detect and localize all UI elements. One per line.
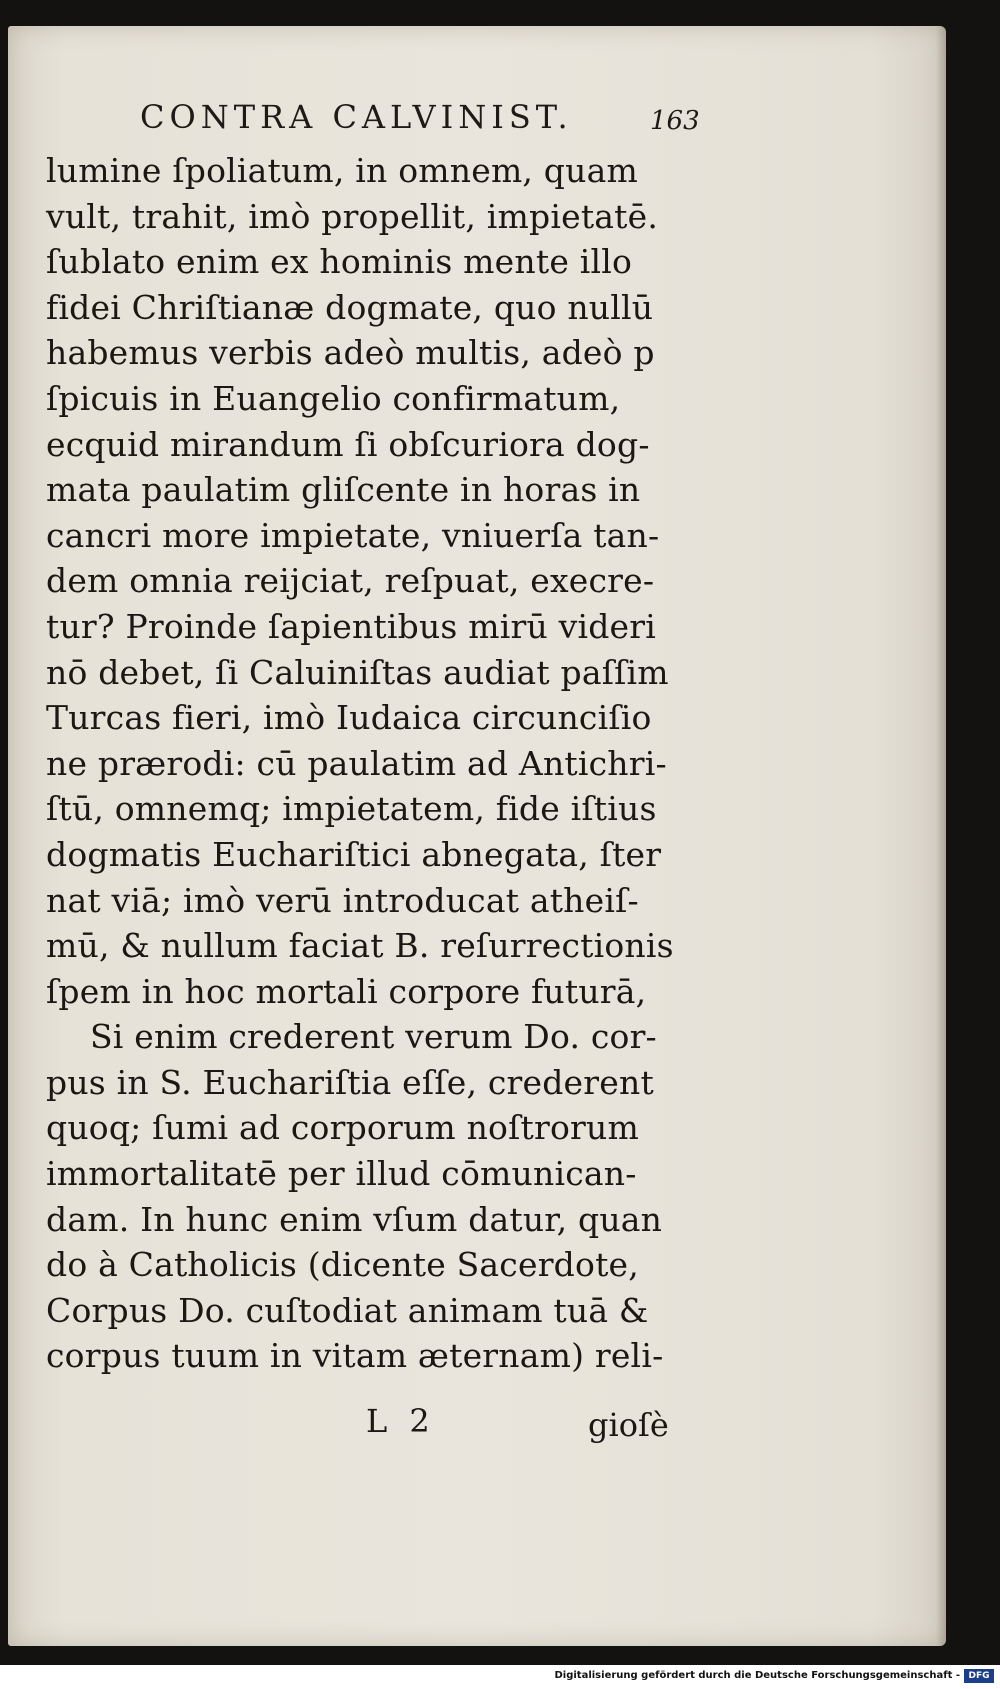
text-line: cancri more impietate, vniuerſa tan- xyxy=(46,515,660,555)
page-number: 163 xyxy=(650,106,700,136)
text-line: habemus verbis adeò multis, adeò p xyxy=(46,333,655,373)
text-line: ſtū, omnemq; impietatem, fide iſtius xyxy=(46,789,657,829)
catchword: gioſè xyxy=(588,1406,669,1444)
running-head: CONTRA CALVINIST. xyxy=(140,98,573,136)
text-line: ſublato enim ex hominis mente illo xyxy=(46,242,633,282)
text-line: lumine ſpoliatum, in omnem, quam xyxy=(46,151,638,190)
text-line: quoq; ſumi ad corporum noſtrorum xyxy=(46,1108,639,1148)
page-edge-shadow xyxy=(936,26,946,1646)
digitization-footer xyxy=(0,1665,1000,1689)
paragraph-start-line: Si enim crederent verum Do. cor- xyxy=(90,1017,657,1057)
footer-credit: Digitalisierung gefördert durch die Deutsche Forschungsgemeinschaft - xyxy=(554,1670,960,1681)
text-line: tur? Proinde ſapientibus mirū videri xyxy=(46,606,656,646)
text-line: Corpus Do. cuſtodiat animam tuā & xyxy=(46,1290,649,1330)
text-line: dam. In hunc enim vſum datur, quan xyxy=(46,1199,663,1239)
text-line: do à Catholicis (dicente Sacerdote, xyxy=(46,1245,639,1285)
text-line: ecquid mirandum ſi obſcuriora dog- xyxy=(46,424,650,464)
text-line: fidei Chriſtianæ dogmate, quo nullū xyxy=(46,287,654,327)
text-line: dem omnia reijciat, reſpuat, execre- xyxy=(46,561,655,601)
text-line: mata paulatim gliſcente in horas in xyxy=(46,470,641,510)
text-line: ſpem in hoc mortali corpore futurā, xyxy=(46,971,647,1011)
text-line: mū, & nullum faciat B. reſurrectionis xyxy=(46,926,674,966)
text-line: dogmatis Euchariſtici abnegata, ſter xyxy=(46,834,662,874)
text-line: ne prærodi: cū paulatim ad Antichri- xyxy=(46,743,667,783)
dfg-logo: DFG xyxy=(964,1669,994,1683)
signature-mark: L 2 xyxy=(366,1402,436,1440)
text-line: vult, trahit, imò propellit, impietatē. xyxy=(46,196,659,236)
text-line: nō debet, ſi Caluiniſtas audiat paſſim xyxy=(46,652,669,692)
text-line: nat viā; imò verū introducat atheiſ- xyxy=(46,880,639,920)
text-line: pus in S. Euchariſtia eſſe, crederent xyxy=(46,1062,654,1102)
text-line: corpus tuum in vitam æternam) reli- xyxy=(46,1336,664,1376)
text-line: ſpicuis in Euangelio confirmatum, xyxy=(46,378,621,418)
body-text xyxy=(46,148,706,1379)
text-line: immortalitatē per illud cōmunican- xyxy=(46,1154,637,1194)
text-line: Turcas fieri, imò Iudaica circunciſio xyxy=(46,698,652,738)
